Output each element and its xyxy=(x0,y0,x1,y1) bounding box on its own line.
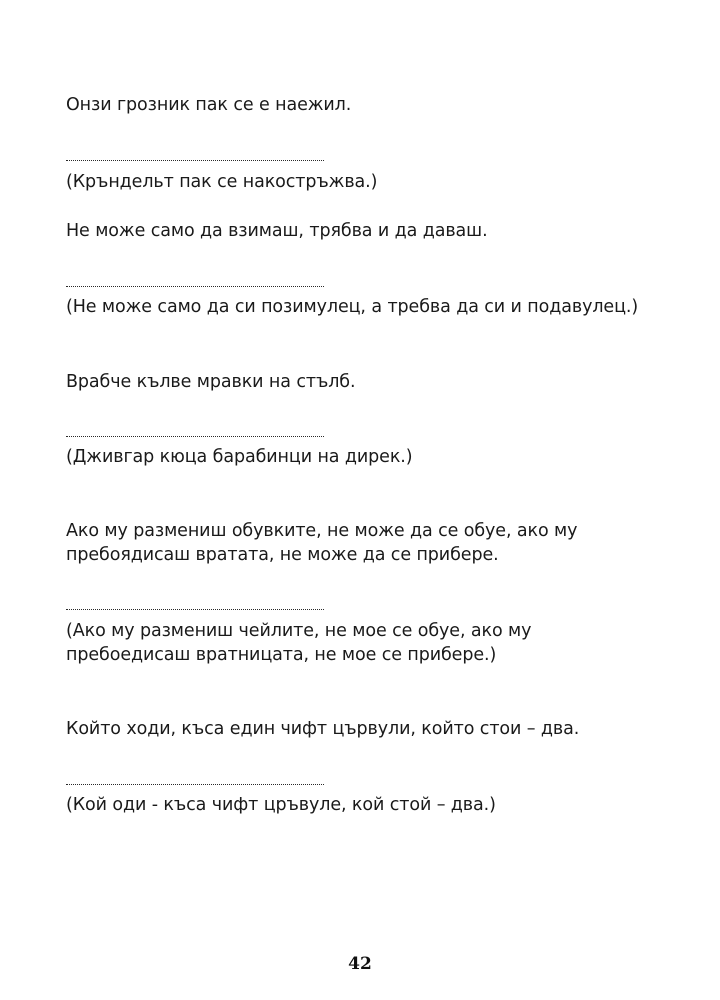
fill-in-dotted-line xyxy=(66,436,324,437)
sentence-line: Не може само да взимаш, трябва и да даваш. xyxy=(66,221,488,241)
sentence-line: Ако му размениш обувките, не може да се обуе, ако му xyxy=(66,521,578,541)
dialect-translation: (Кръндельт пак се накостръжва.) xyxy=(66,172,378,192)
page-number: 42 xyxy=(348,954,372,974)
dialect-translation: (Дживгар кюца барабинци на дирек.) xyxy=(66,447,413,467)
fill-in-dotted-line xyxy=(66,784,324,785)
dialect-translation: (Ако му размениш чейлите, не мое се обуе, ако му xyxy=(66,621,532,641)
dialect-translation: (Кой оди - къса чифт цръвуле, кой стой – два.) xyxy=(66,795,496,815)
sentence-line: Онзи грозник пак се е наежил. xyxy=(66,95,352,115)
sentence-line: Врабче кълве мравки на стълб. xyxy=(66,372,356,392)
fill-in-dotted-line xyxy=(66,286,324,287)
dialect-translation: пребоедисаш вратницата, не мое се прибере.) xyxy=(66,645,497,665)
fill-in-dotted-line xyxy=(66,160,324,161)
fill-in-dotted-line xyxy=(66,609,324,610)
dialect-translation: (Не може само да си позимулец, а требва да си и подавулец.) xyxy=(66,297,639,317)
sentence-line: пребоядисаш вратата, не може да се прибере. xyxy=(66,545,499,565)
sentence-line: Който ходи, къса един чифт цървули, който стои – два. xyxy=(66,719,580,739)
